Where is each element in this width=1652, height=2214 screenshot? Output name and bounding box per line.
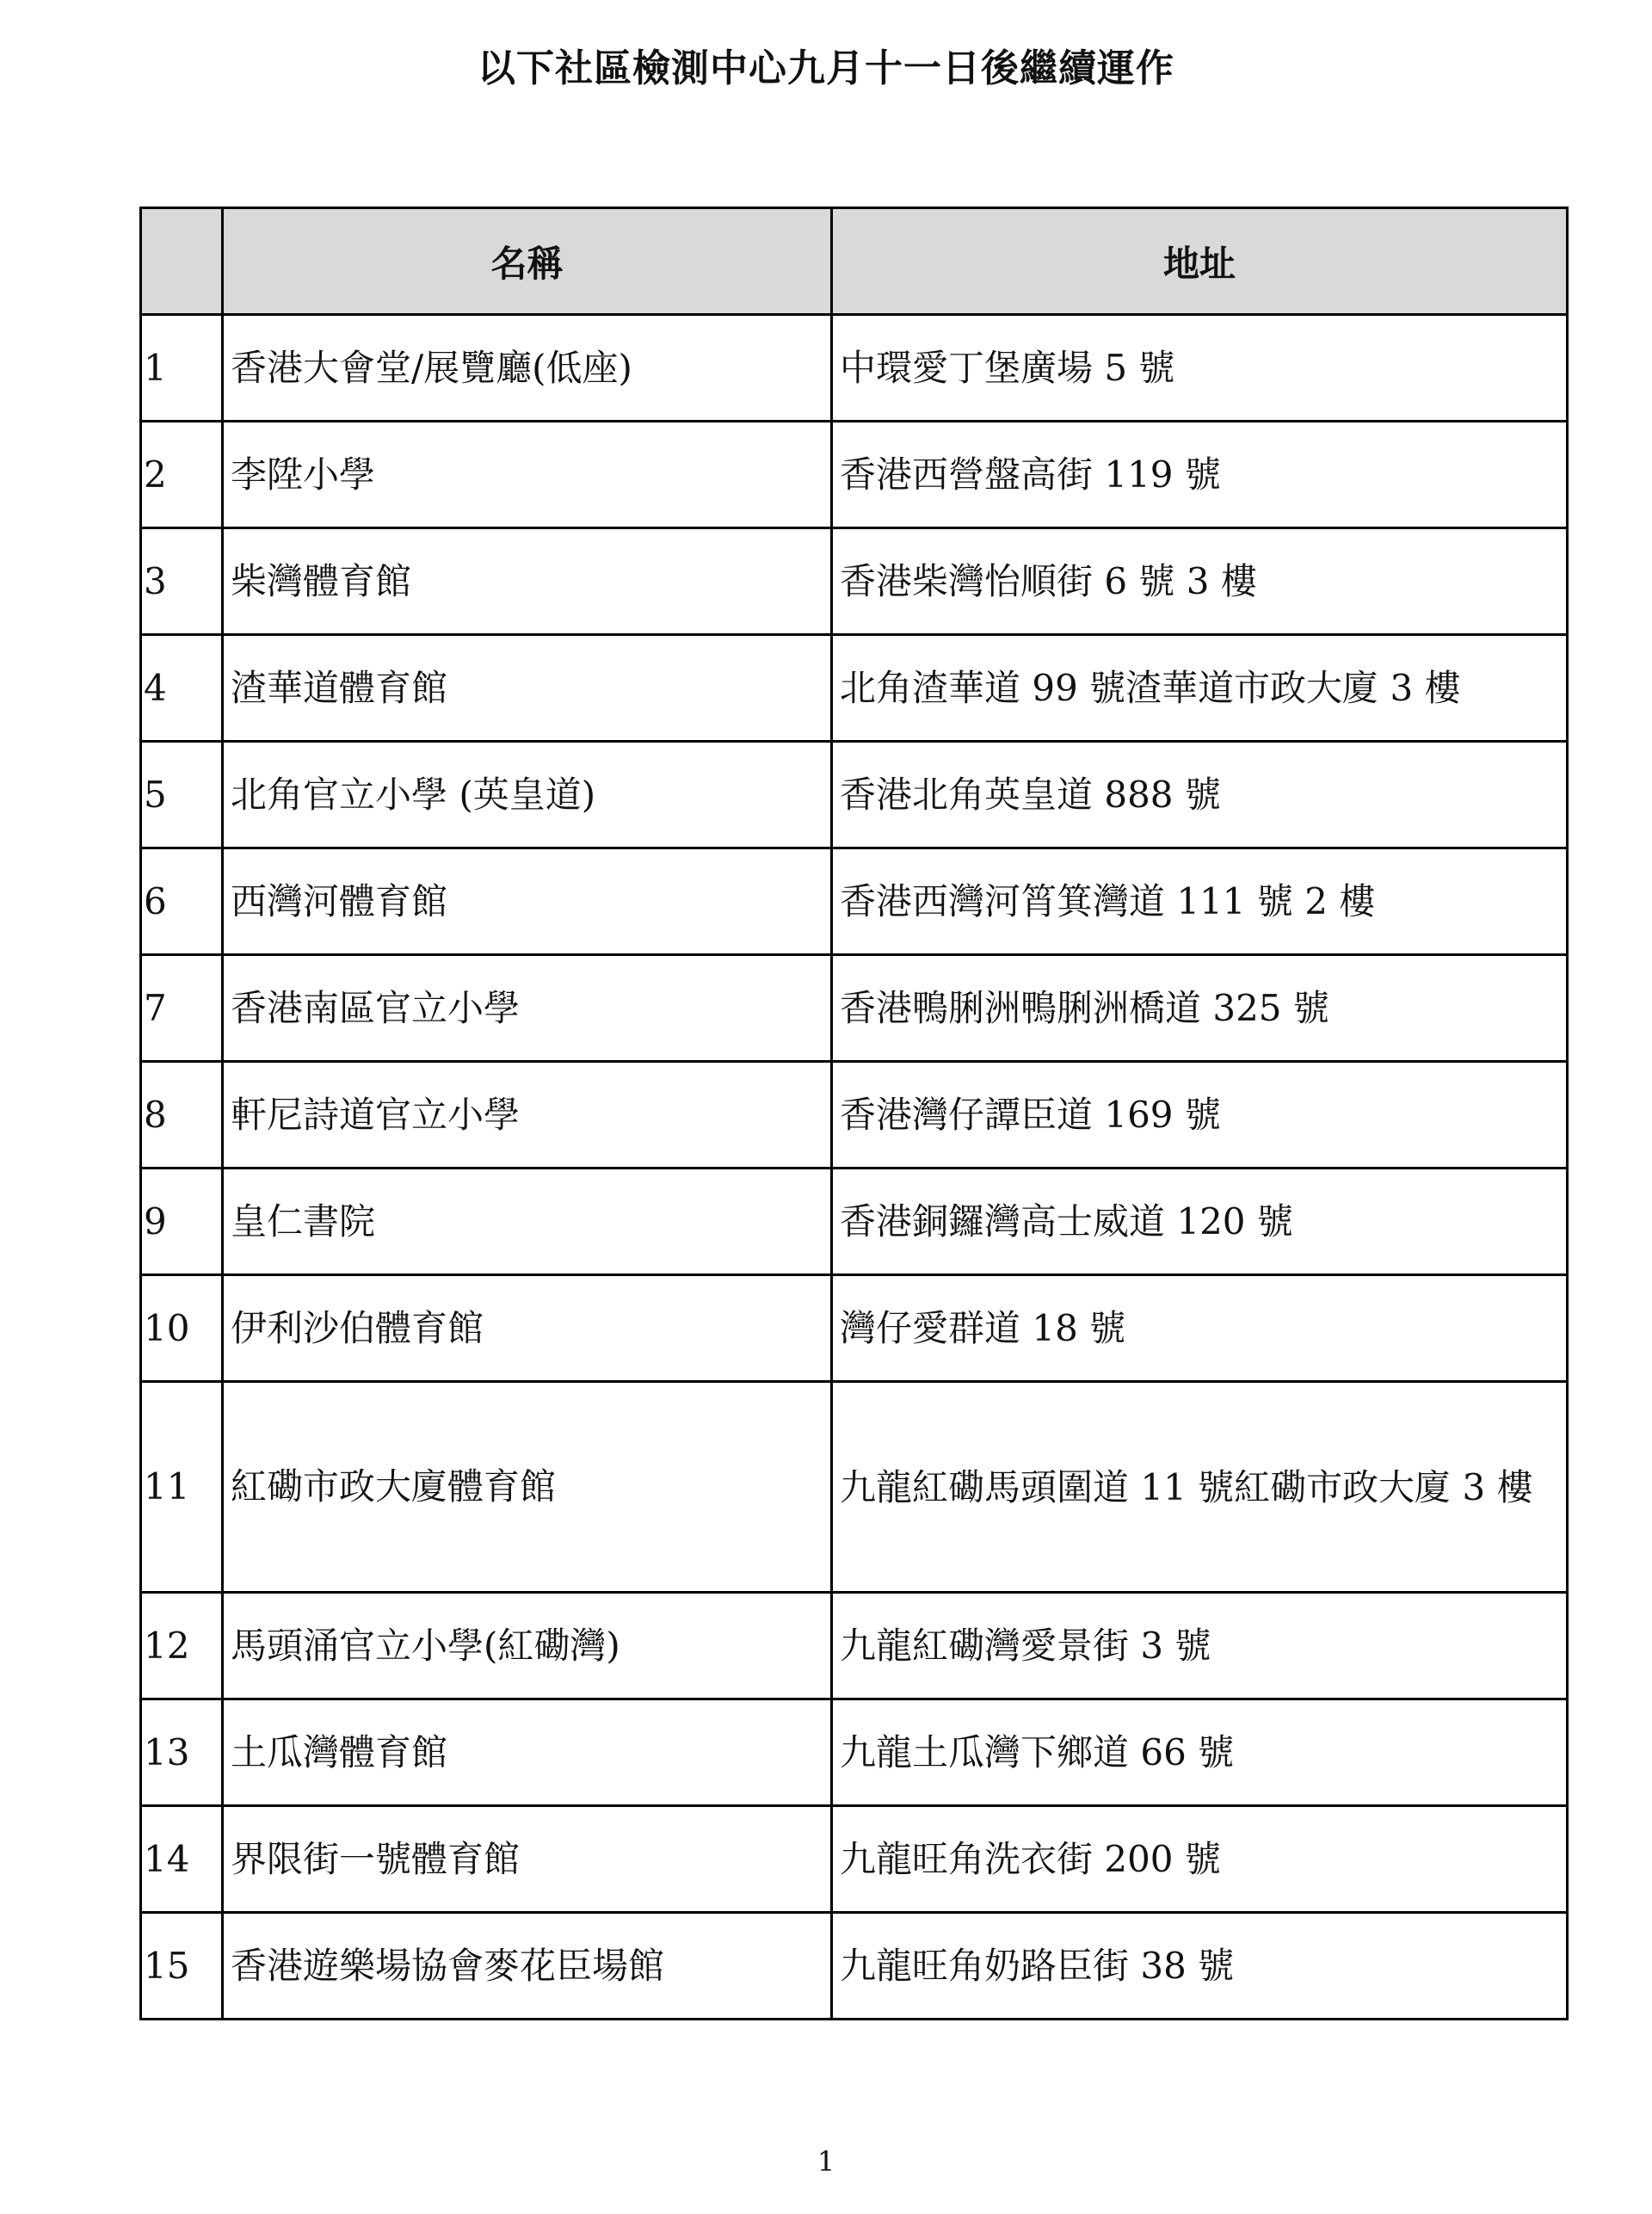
row-number: 11 (141, 1382, 223, 1593)
row-number: 4 (141, 635, 223, 742)
table-body (141, 315, 1568, 2020)
centre-address: 香港銅鑼灣高士威道 120 號 (832, 1169, 1568, 1275)
table-row (141, 1382, 1568, 1593)
centre-address: 香港柴灣怡順街 6 號 3 樓 (832, 528, 1568, 635)
table-row (141, 1593, 1568, 1699)
row-number: 13 (141, 1699, 223, 1806)
row-number: 2 (141, 422, 223, 528)
row-number: 7 (141, 955, 223, 1062)
row-number: 6 (141, 848, 223, 955)
centre-name: 土瓜灣體育館 (223, 1699, 832, 1806)
centre-name: 馬頭涌官立小學(紅磡灣) (223, 1593, 832, 1699)
testing-centres-table (139, 207, 1569, 2020)
row-number: 1 (141, 315, 223, 422)
row-number: 3 (141, 528, 223, 635)
table-row (141, 315, 1568, 422)
row-number: 10 (141, 1275, 223, 1382)
row-number: 8 (141, 1062, 223, 1169)
centre-address: 九龍旺角洗衣街 200 號 (832, 1806, 1568, 1913)
centre-name: 香港大會堂/展覽廳(低座) (223, 315, 832, 422)
centre-address: 九龍旺角奶路臣街 38 號 (832, 1913, 1568, 2020)
table-row (141, 742, 1568, 848)
header-name: 名稱 (223, 208, 832, 315)
centre-name: 渣華道體育館 (223, 635, 832, 742)
centre-name: 紅磡市政大廈體育館 (223, 1382, 832, 1593)
centre-name: 皇仁書院 (223, 1169, 832, 1275)
centre-name: 界限街一號體育館 (223, 1806, 832, 1913)
centre-address: 九龍土瓜灣下鄉道 66 號 (832, 1699, 1568, 1806)
document-title: 以下社區檢測中心九月十一日後繼續運作 (478, 46, 1174, 90)
table-row (141, 422, 1568, 528)
centre-name: 伊利沙伯體育館 (223, 1275, 832, 1382)
table-row (141, 528, 1568, 635)
row-number: 9 (141, 1169, 223, 1275)
header-address: 地址 (832, 208, 1568, 315)
centre-address: 香港鴨脷洲鴨脷洲橋道 325 號 (832, 955, 1568, 1062)
centre-address: 香港西營盤高街 119 號 (832, 422, 1568, 528)
centre-address: 灣仔愛群道 18 號 (832, 1275, 1568, 1382)
table-row (141, 1169, 1568, 1275)
centre-address: 九龍紅磡馬頭圍道 11 號紅磡市政大廈 3 樓 (832, 1382, 1568, 1593)
table-row (141, 1913, 1568, 2020)
centre-address: 香港西灣河筲箕灣道 111 號 2 樓 (832, 848, 1568, 955)
table-row (141, 1806, 1568, 1913)
header-number (141, 208, 223, 315)
centre-name: 香港遊樂場協會麥花臣場館 (223, 1913, 832, 2020)
row-number: 12 (141, 1593, 223, 1699)
centre-address: 北角渣華道 99 號渣華道市政大廈 3 樓 (832, 635, 1568, 742)
centre-address: 香港灣仔譚臣道 169 號 (832, 1062, 1568, 1169)
table-row (141, 1275, 1568, 1382)
row-number: 5 (141, 742, 223, 848)
page-number: 1 (817, 2145, 835, 2178)
centre-name: 西灣河體育館 (223, 848, 832, 955)
centre-name: 北角官立小學 (英皇道) (223, 742, 832, 848)
table-row (141, 1699, 1568, 1806)
table-row (141, 635, 1568, 742)
table-row (141, 955, 1568, 1062)
table-header (141, 208, 1568, 315)
centre-name: 香港南區官立小學 (223, 955, 832, 1062)
row-number: 14 (141, 1806, 223, 1913)
centre-address: 香港北角英皇道 888 號 (832, 742, 1568, 848)
row-number: 15 (141, 1913, 223, 2020)
centre-address: 中環愛丁堡廣場 5 號 (832, 315, 1568, 422)
header-row (141, 208, 1568, 315)
centre-address: 九龍紅磡灣愛景街 3 號 (832, 1593, 1568, 1699)
centre-name: 軒尼詩道官立小學 (223, 1062, 832, 1169)
table-row (141, 848, 1568, 955)
centre-name: 李陞小學 (223, 422, 832, 528)
table-row (141, 1062, 1568, 1169)
centre-name: 柴灣體育館 (223, 528, 832, 635)
